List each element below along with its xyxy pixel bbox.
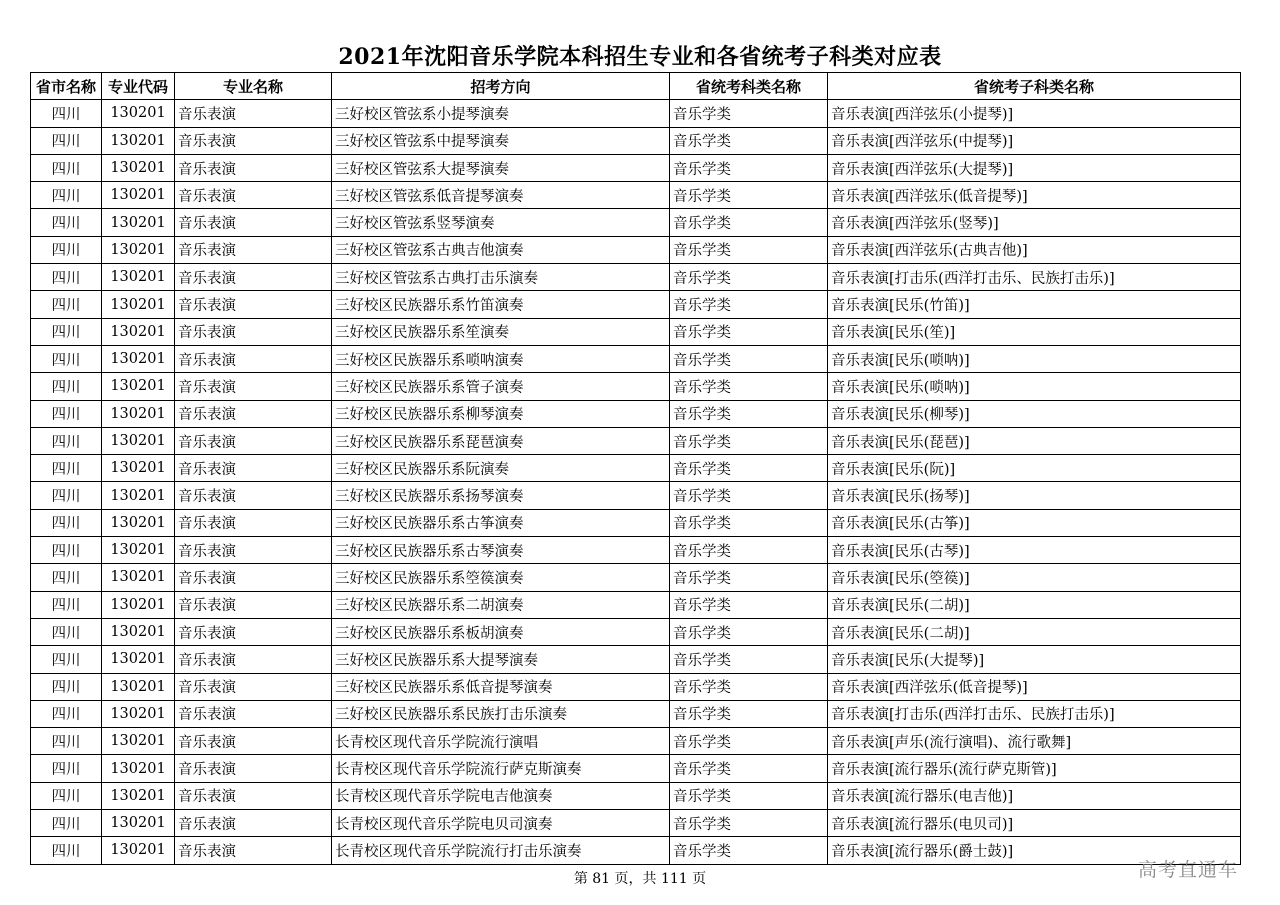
cell-direction: 三好校区民族器乐系古琴演奏 <box>332 537 670 564</box>
cell-province: 四川 <box>31 509 102 536</box>
cell-major-code: 130201 <box>102 564 175 591</box>
cell-province: 四川 <box>31 564 102 591</box>
cell-subcategory: 音乐表演[民乐(二胡)] <box>828 591 1241 618</box>
cell-province: 四川 <box>31 291 102 318</box>
cell-province: 四川 <box>31 755 102 782</box>
cell-major-code: 130201 <box>102 291 175 318</box>
cell-category: 音乐学类 <box>670 264 828 291</box>
table-row <box>31 482 1241 509</box>
table-header-row <box>31 73 1241 100</box>
cell-province: 四川 <box>31 782 102 809</box>
cell-subcategory: 音乐表演[西洋弦乐(低音提琴)] <box>828 182 1241 209</box>
cell-direction: 三好校区民族器乐系大提琴演奏 <box>332 646 670 673</box>
column-header-province: 省市名称 <box>31 73 102 100</box>
cell-major-name: 音乐表演 <box>175 564 332 591</box>
table-row <box>31 373 1241 400</box>
table-row <box>31 728 1241 755</box>
cell-category: 音乐学类 <box>670 427 828 454</box>
cell-major-name: 音乐表演 <box>175 837 332 864</box>
cell-province: 四川 <box>31 482 102 509</box>
cell-province: 四川 <box>31 591 102 618</box>
cell-province: 四川 <box>31 127 102 154</box>
correspondence-table <box>30 72 1241 865</box>
cell-direction: 三好校区民族器乐系低音提琴演奏 <box>332 673 670 700</box>
cell-category: 音乐学类 <box>670 209 828 236</box>
column-header-major-code: 专业代码 <box>102 73 175 100</box>
cell-direction: 三好校区民族器乐系古筝演奏 <box>332 509 670 536</box>
cell-category: 音乐学类 <box>670 782 828 809</box>
cell-major-code: 130201 <box>102 537 175 564</box>
table-row <box>31 291 1241 318</box>
table-row <box>31 154 1241 181</box>
cell-major-code: 130201 <box>102 373 175 400</box>
cell-category: 音乐学类 <box>670 373 828 400</box>
cell-major-name: 音乐表演 <box>175 482 332 509</box>
cell-direction: 三好校区管弦系竖琴演奏 <box>332 209 670 236</box>
cell-category: 音乐学类 <box>670 537 828 564</box>
cell-major-code: 130201 <box>102 782 175 809</box>
cell-major-name: 音乐表演 <box>175 646 332 673</box>
cell-subcategory: 音乐表演[民乐(琵琶)] <box>828 427 1241 454</box>
table-row <box>31 427 1241 454</box>
cell-major-name: 音乐表演 <box>175 782 332 809</box>
table-row <box>31 755 1241 782</box>
cell-subcategory: 音乐表演[西洋弦乐(古典吉他)] <box>828 236 1241 263</box>
cell-category: 音乐学类 <box>670 318 828 345</box>
table-row <box>31 782 1241 809</box>
cell-direction: 三好校区管弦系中提琴演奏 <box>332 127 670 154</box>
cell-major-code: 130201 <box>102 700 175 727</box>
cell-province: 四川 <box>31 837 102 864</box>
cell-major-name: 音乐表演 <box>175 427 332 454</box>
table-row <box>31 127 1241 154</box>
table-row <box>31 537 1241 564</box>
cell-province: 四川 <box>31 100 102 127</box>
cell-subcategory: 音乐表演[声乐(流行演唱)、流行歌舞] <box>828 728 1241 755</box>
cell-major-code: 130201 <box>102 755 175 782</box>
cell-category: 音乐学类 <box>670 154 828 181</box>
cell-major-code: 130201 <box>102 591 175 618</box>
cell-major-code: 130201 <box>102 236 175 263</box>
table-body <box>31 100 1241 864</box>
cell-subcategory: 音乐表演[民乐(柳琴)] <box>828 400 1241 427</box>
cell-major-name: 音乐表演 <box>175 810 332 837</box>
cell-major-code: 130201 <box>102 154 175 181</box>
cell-major-code: 130201 <box>102 673 175 700</box>
table-row <box>31 236 1241 263</box>
cell-direction: 三好校区民族器乐系管子演奏 <box>332 373 670 400</box>
cell-major-name: 音乐表演 <box>175 154 332 181</box>
cell-major-name: 音乐表演 <box>175 100 332 127</box>
cell-major-name: 音乐表演 <box>175 400 332 427</box>
cell-subcategory: 音乐表演[民乐(笙)] <box>828 318 1241 345</box>
cell-major-name: 音乐表演 <box>175 373 332 400</box>
cell-major-name: 音乐表演 <box>175 591 332 618</box>
cell-major-code: 130201 <box>102 100 175 127</box>
cell-major-name: 音乐表演 <box>175 673 332 700</box>
cell-major-name: 音乐表演 <box>175 455 332 482</box>
cell-major-code: 130201 <box>102 127 175 154</box>
cell-category: 音乐学类 <box>670 564 828 591</box>
column-header-direction: 招考方向 <box>332 73 670 100</box>
cell-subcategory: 音乐表演[流行器乐(电贝司)] <box>828 810 1241 837</box>
cell-province: 四川 <box>31 264 102 291</box>
cell-subcategory: 音乐表演[民乐(大提琴)] <box>828 646 1241 673</box>
cell-category: 音乐学类 <box>670 618 828 645</box>
cell-direction: 三好校区管弦系低音提琴演奏 <box>332 182 670 209</box>
cell-subcategory: 音乐表演[民乐(古筝)] <box>828 509 1241 536</box>
cell-major-code: 130201 <box>102 427 175 454</box>
cell-category: 音乐学类 <box>670 646 828 673</box>
table-row <box>31 591 1241 618</box>
table-row <box>31 837 1241 864</box>
cell-category: 音乐学类 <box>670 673 828 700</box>
cell-direction: 长青校区现代音乐学院流行萨克斯演奏 <box>332 755 670 782</box>
table-row <box>31 182 1241 209</box>
cell-category: 音乐学类 <box>670 455 828 482</box>
cell-direction: 长青校区现代音乐学院流行演唱 <box>332 728 670 755</box>
table-row <box>31 100 1241 127</box>
cell-category: 音乐学类 <box>670 291 828 318</box>
cell-major-name: 音乐表演 <box>175 182 332 209</box>
cell-direction: 三好校区民族器乐系柳琴演奏 <box>332 400 670 427</box>
cell-major-code: 130201 <box>102 837 175 864</box>
cell-subcategory: 音乐表演[流行器乐(电吉他)] <box>828 782 1241 809</box>
column-header-subcategory: 省统考子科类名称 <box>828 73 1241 100</box>
cell-direction: 三好校区民族器乐系二胡演奏 <box>332 591 670 618</box>
cell-major-name: 音乐表演 <box>175 618 332 645</box>
cell-subcategory: 音乐表演[打击乐(西洋打击乐、民族打击乐)] <box>828 700 1241 727</box>
cell-major-name: 音乐表演 <box>175 291 332 318</box>
cell-province: 四川 <box>31 209 102 236</box>
cell-direction: 三好校区民族器乐系琵琶演奏 <box>332 427 670 454</box>
cell-province: 四川 <box>31 154 102 181</box>
cell-category: 音乐学类 <box>670 127 828 154</box>
cell-direction: 三好校区民族器乐系民族打击乐演奏 <box>332 700 670 727</box>
cell-subcategory: 音乐表演[西洋弦乐(竖琴)] <box>828 209 1241 236</box>
cell-province: 四川 <box>31 236 102 263</box>
cell-major-code: 130201 <box>102 182 175 209</box>
cell-direction: 三好校区管弦系小提琴演奏 <box>332 100 670 127</box>
cell-direction: 长青校区现代音乐学院电吉他演奏 <box>332 782 670 809</box>
cell-major-code: 130201 <box>102 646 175 673</box>
cell-major-name: 音乐表演 <box>175 264 332 291</box>
cell-category: 音乐学类 <box>670 100 828 127</box>
cell-major-code: 130201 <box>102 728 175 755</box>
cell-category: 音乐学类 <box>670 755 828 782</box>
cell-direction: 三好校区民族器乐系箜篌演奏 <box>332 564 670 591</box>
cell-subcategory: 音乐表演[民乐(唢呐)] <box>828 373 1241 400</box>
cell-direction: 三好校区民族器乐系唢呐演奏 <box>332 345 670 372</box>
cell-province: 四川 <box>31 810 102 837</box>
cell-major-code: 130201 <box>102 810 175 837</box>
cell-province: 四川 <box>31 400 102 427</box>
cell-category: 音乐学类 <box>670 591 828 618</box>
cell-category: 音乐学类 <box>670 482 828 509</box>
table-row <box>31 400 1241 427</box>
table-row <box>31 345 1241 372</box>
cell-major-code: 130201 <box>102 318 175 345</box>
cell-direction: 三好校区管弦系古典打击乐演奏 <box>332 264 670 291</box>
column-header-major-name: 专业名称 <box>175 73 332 100</box>
cell-subcategory: 音乐表演[民乐(扬琴)] <box>828 482 1241 509</box>
cell-major-name: 音乐表演 <box>175 755 332 782</box>
cell-province: 四川 <box>31 318 102 345</box>
cell-province: 四川 <box>31 427 102 454</box>
cell-subcategory: 音乐表演[西洋弦乐(中提琴)] <box>828 127 1241 154</box>
cell-direction: 三好校区管弦系古典吉他演奏 <box>332 236 670 263</box>
cell-major-code: 130201 <box>102 618 175 645</box>
cell-category: 音乐学类 <box>670 236 828 263</box>
cell-major-code: 130201 <box>102 400 175 427</box>
cell-subcategory: 音乐表演[民乐(阮)] <box>828 455 1241 482</box>
cell-subcategory: 音乐表演[流行器乐(爵士鼓)] <box>828 837 1241 864</box>
page-number: 第 81 页，共 111 页 <box>573 871 707 887</box>
cell-major-name: 音乐表演 <box>175 236 332 263</box>
cell-subcategory: 音乐表演[西洋弦乐(大提琴)] <box>828 154 1241 181</box>
cell-major-name: 音乐表演 <box>175 509 332 536</box>
cell-category: 音乐学类 <box>670 700 828 727</box>
cell-category: 音乐学类 <box>670 728 828 755</box>
watermark-text: 高考直通车 <box>1138 859 1239 881</box>
table-row <box>31 264 1241 291</box>
cell-direction: 三好校区民族器乐系阮演奏 <box>332 455 670 482</box>
cell-subcategory: 音乐表演[打击乐(西洋打击乐、民族打击乐)] <box>828 264 1241 291</box>
page-title: 2021年沈阳音乐学院本科招生专业和各省统考子科类对应表 <box>338 44 942 70</box>
cell-subcategory: 音乐表演[民乐(箜篌)] <box>828 564 1241 591</box>
cell-subcategory: 音乐表演[西洋弦乐(小提琴)] <box>828 100 1241 127</box>
cell-province: 四川 <box>31 673 102 700</box>
table-row <box>31 673 1241 700</box>
cell-major-code: 130201 <box>102 455 175 482</box>
cell-province: 四川 <box>31 618 102 645</box>
cell-subcategory: 音乐表演[西洋弦乐(低音提琴)] <box>828 673 1241 700</box>
cell-major-code: 130201 <box>102 482 175 509</box>
column-header-category: 省统考科类名称 <box>670 73 828 100</box>
cell-major-code: 130201 <box>102 345 175 372</box>
cell-direction: 长青校区现代音乐学院电贝司演奏 <box>332 810 670 837</box>
table-row <box>31 700 1241 727</box>
table-row <box>31 318 1241 345</box>
cell-direction: 三好校区管弦系大提琴演奏 <box>332 154 670 181</box>
cell-major-name: 音乐表演 <box>175 345 332 372</box>
table-row <box>31 564 1241 591</box>
cell-major-name: 音乐表演 <box>175 700 332 727</box>
cell-major-name: 音乐表演 <box>175 537 332 564</box>
table-row <box>31 618 1241 645</box>
cell-category: 音乐学类 <box>670 837 828 864</box>
table-row <box>31 209 1241 236</box>
table-row <box>31 509 1241 536</box>
cell-subcategory: 音乐表演[民乐(古琴)] <box>828 537 1241 564</box>
cell-major-name: 音乐表演 <box>175 127 332 154</box>
cell-subcategory: 音乐表演[民乐(二胡)] <box>828 618 1241 645</box>
cell-province: 四川 <box>31 646 102 673</box>
cell-category: 音乐学类 <box>670 345 828 372</box>
cell-category: 音乐学类 <box>670 400 828 427</box>
cell-province: 四川 <box>31 455 102 482</box>
cell-category: 音乐学类 <box>670 810 828 837</box>
table-row <box>31 810 1241 837</box>
cell-province: 四川 <box>31 373 102 400</box>
cell-direction: 三好校区民族器乐系板胡演奏 <box>332 618 670 645</box>
cell-province: 四川 <box>31 345 102 372</box>
cell-major-code: 130201 <box>102 264 175 291</box>
table-row <box>31 646 1241 673</box>
cell-direction: 三好校区民族器乐系竹笛演奏 <box>332 291 670 318</box>
cell-major-code: 130201 <box>102 509 175 536</box>
cell-province: 四川 <box>31 700 102 727</box>
cell-subcategory: 音乐表演[民乐(唢呐)] <box>828 345 1241 372</box>
cell-major-name: 音乐表演 <box>175 209 332 236</box>
cell-province: 四川 <box>31 182 102 209</box>
cell-subcategory: 音乐表演[民乐(竹笛)] <box>828 291 1241 318</box>
cell-major-name: 音乐表演 <box>175 318 332 345</box>
cell-province: 四川 <box>31 537 102 564</box>
table-row <box>31 455 1241 482</box>
cell-direction: 三好校区民族器乐系扬琴演奏 <box>332 482 670 509</box>
cell-category: 音乐学类 <box>670 509 828 536</box>
cell-major-code: 130201 <box>102 209 175 236</box>
cell-category: 音乐学类 <box>670 182 828 209</box>
cell-direction: 长青校区现代音乐学院流行打击乐演奏 <box>332 837 670 864</box>
cell-province: 四川 <box>31 728 102 755</box>
cell-direction: 三好校区民族器乐系笙演奏 <box>332 318 670 345</box>
cell-subcategory: 音乐表演[流行器乐(流行萨克斯管)] <box>828 755 1241 782</box>
cell-major-name: 音乐表演 <box>175 728 332 755</box>
